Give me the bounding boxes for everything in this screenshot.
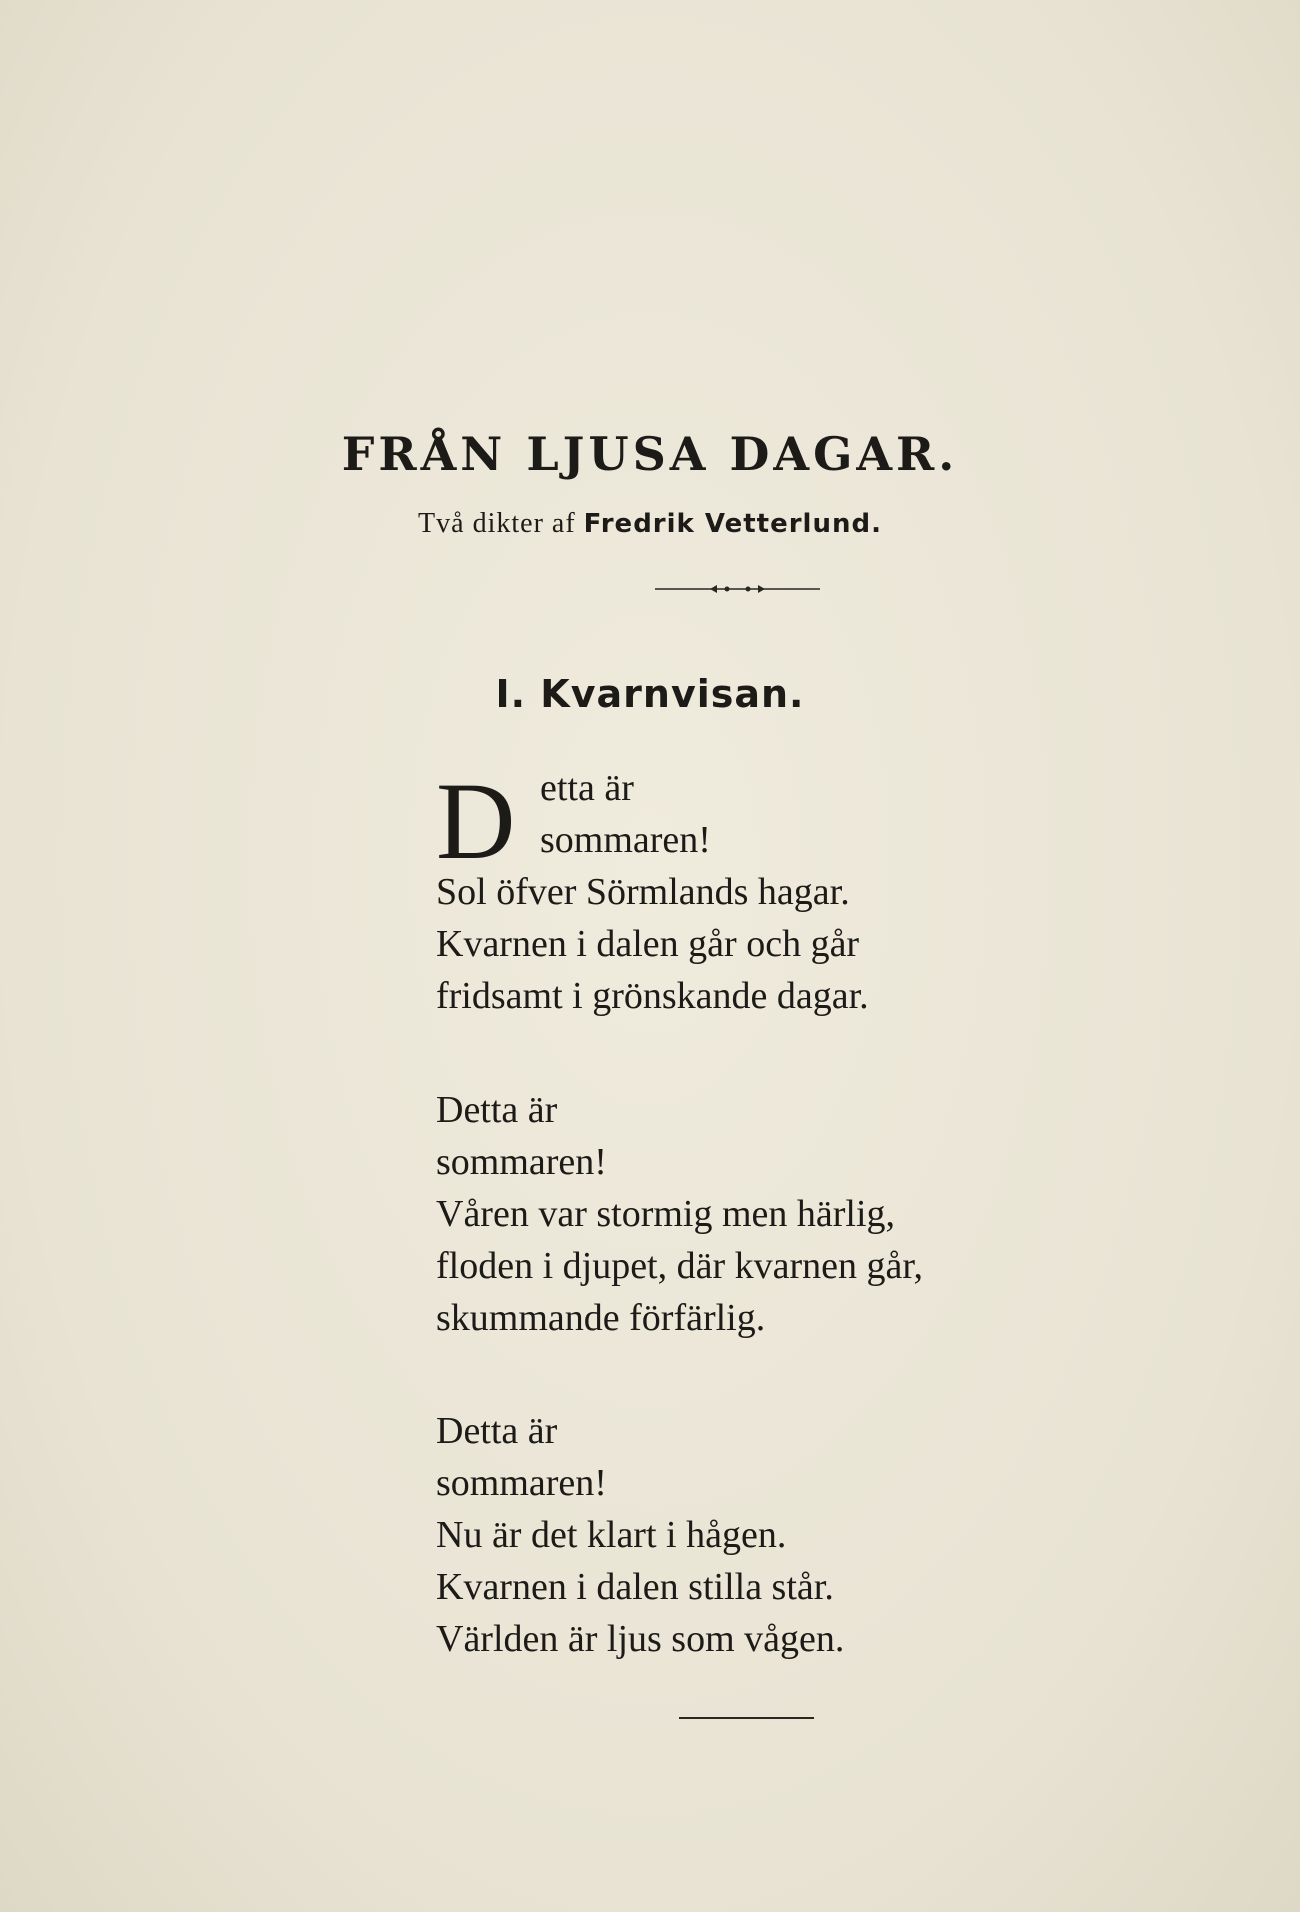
author-name: Fredrik Vetterlund. (583, 509, 882, 539)
poem-line: floden i djupet, där kvarnen går, (436, 1245, 924, 1287)
poem-line: skummande förfärlig. (436, 1297, 766, 1339)
page-title: FRÅN LJUSA DAGAR. (341, 427, 959, 481)
poem-line: Nu är det klart i hågen. (436, 1514, 787, 1556)
ornament-divider (655, 583, 820, 595)
subtitle (0, 508, 1300, 540)
stanza-2 (436, 1084, 1136, 1344)
poem-line: Kvarnen i dalen går och går (436, 923, 860, 965)
poem-line: Kvarnen i dalen stilla står. (436, 1566, 834, 1608)
poem-line: fridsamt i grönskande dagar. (436, 975, 869, 1017)
poem-line: sommaren! (436, 1462, 607, 1504)
stanza-1 (436, 762, 1136, 1022)
poem-line: Detta är (436, 1410, 558, 1452)
poem-line: sommaren! (436, 1141, 607, 1183)
poem-line: Detta är (436, 1089, 558, 1131)
subtitle-prefix: Två dikter af (418, 508, 576, 539)
poem-line: Våren var stormig men härlig, (436, 1193, 896, 1235)
stanza-3 (436, 1405, 1136, 1665)
poem-line: Världen är ljus som vågen. (436, 1618, 845, 1660)
section-heading: I. Kvarnvisan. (495, 672, 805, 716)
poem-line: etta är (540, 767, 634, 809)
end-rule (679, 1717, 814, 1719)
drop-cap: D (436, 760, 516, 882)
poem-line: sommaren! (540, 819, 711, 861)
poem-line: Sol öfver Sörmlands hagar. (436, 871, 850, 913)
